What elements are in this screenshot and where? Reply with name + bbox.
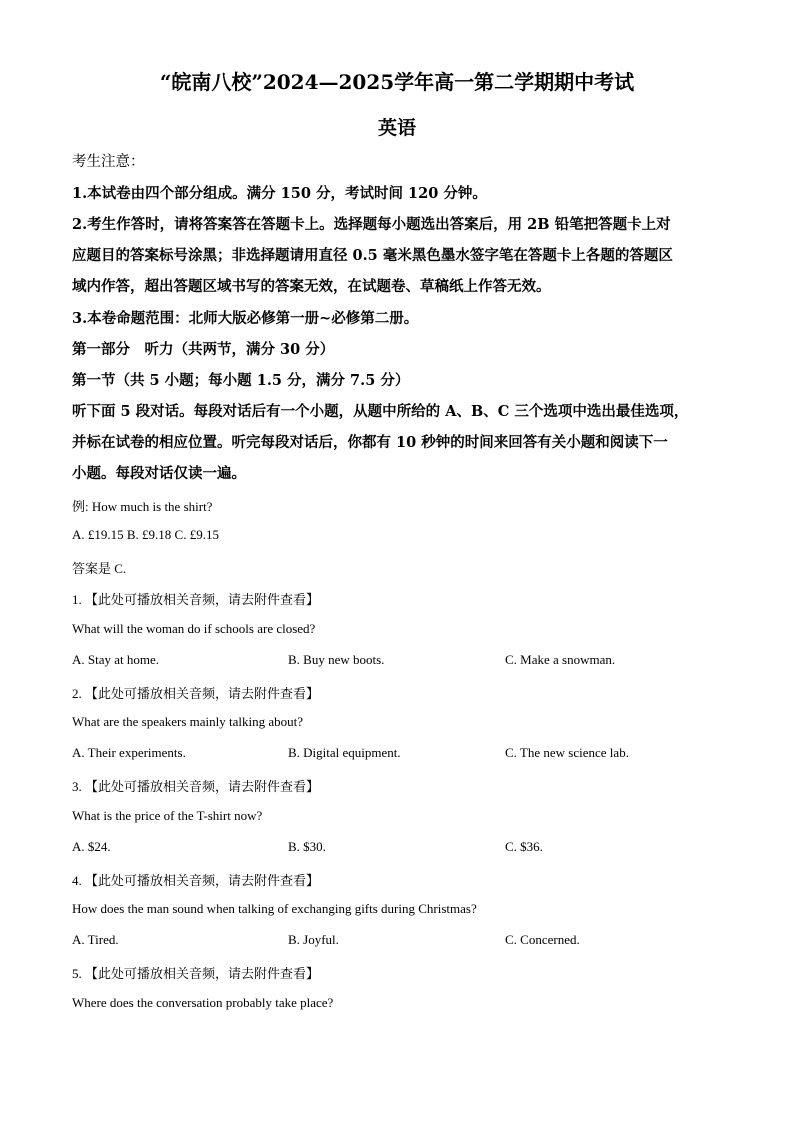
option-a: A. $24. <box>72 839 111 854</box>
question-header <box>72 776 319 795</box>
audio-note[interactable]: 【此处可播放相关音频，请去附件查看】 <box>85 687 320 702</box>
instruction-line: 听下面 5 段对话。每段对话后有一个小题，从题中所给的 A、B、C 三个选项中选出最佳选项， <box>72 403 689 420</box>
instruction-line: 小题。每段对话仅读一遍。 <box>72 465 246 482</box>
question-header <box>72 589 319 608</box>
notice-heading: 考生注意： <box>72 154 145 170</box>
audio-note[interactable]: 【此处可播放相关音频，请去附件查看】 <box>85 780 320 795</box>
audio-note[interactable]: 【此处可播放相关音频，请去附件查看】 <box>85 874 320 889</box>
question-header <box>72 870 319 889</box>
notice-line: 3.本卷命题范围：北师大版必修第一册~必修第二册。 <box>72 310 419 327</box>
question-text: What will the woman do if schools are closed? <box>72 621 316 636</box>
option-c: C. The new science lab. <box>505 745 629 760</box>
exam-title: “皖南八校”2024—2025学年高一第二学期期中考试 <box>159 70 635 94</box>
option-b: B. Digital equipment. <box>288 745 401 760</box>
part1-heading: 第一部分 听力（共两节，满分 30 分） <box>72 341 335 358</box>
option-c: C. Concerned. <box>505 932 580 947</box>
question-text: What are the speakers mainly talking about? <box>72 714 304 729</box>
option-a: A. Stay at home. <box>72 652 160 667</box>
question-header <box>72 963 319 982</box>
question-text: What is the price of the T-shirt now? <box>72 808 263 823</box>
audio-note[interactable]: 【此处可播放相关音频，请去附件查看】 <box>85 967 320 982</box>
question-number: 1. <box>72 592 82 607</box>
question-number: 5. <box>72 966 82 981</box>
option-a: A. Their experiments. <box>72 745 186 760</box>
notice-line: 1.本试卷由四个部分组成。满分 150 分，考试时间 120 分钟。 <box>72 185 487 202</box>
option-a: A. Tired. <box>72 932 119 947</box>
subject-title: 英语 <box>377 117 416 139</box>
instruction-line: 并标在试卷的相应位置。听完每段对话后，你都有 10 秒钟的时间来回答有关小题和阅读下一 <box>72 434 668 451</box>
option-b: B. Buy new boots. <box>288 652 385 667</box>
question-number: 4. <box>72 873 82 888</box>
notice-line: 域内作答，超出答题区域书写的答案无效，在试题卷、草稿纸上作答无效。 <box>72 278 551 295</box>
notice-line: 应题目的答案标号涂黑；非选择题请用直径 0.5 毫米黑色墨水签字笔在答题卡上各题的答题区 <box>72 247 673 264</box>
option-c: C. $36. <box>505 839 543 854</box>
question-number: 3. <box>72 779 82 794</box>
example-options: A. £19.15 B. £9.18 C. £9.15 <box>72 527 219 542</box>
notice-line: 2.考生作答时，请将答案答在答题卡上。选择题每小题选出答案后，用 2B 铅笔把答题卡上对 <box>72 216 671 233</box>
question-header <box>72 683 319 702</box>
section1-heading: 第一节（共 5 小题；每小题 1.5 分，满分 7.5 分） <box>72 372 410 389</box>
example-question: 例: How much is the shirt? <box>72 499 213 514</box>
audio-note[interactable]: 【此处可播放相关音频，请去附件查看】 <box>85 593 320 608</box>
option-c: C. Make a snowman. <box>505 652 616 667</box>
example-answer: 答案是 C. <box>72 561 127 576</box>
question-text: Where does the conversation probably take place? <box>72 995 334 1010</box>
question-text: How does the man sound when talking of exchanging gifts during Christmas? <box>72 901 477 916</box>
question-number: 2. <box>72 686 82 701</box>
option-b: B. $30. <box>288 839 326 854</box>
option-b: B. Joyful. <box>288 932 339 947</box>
